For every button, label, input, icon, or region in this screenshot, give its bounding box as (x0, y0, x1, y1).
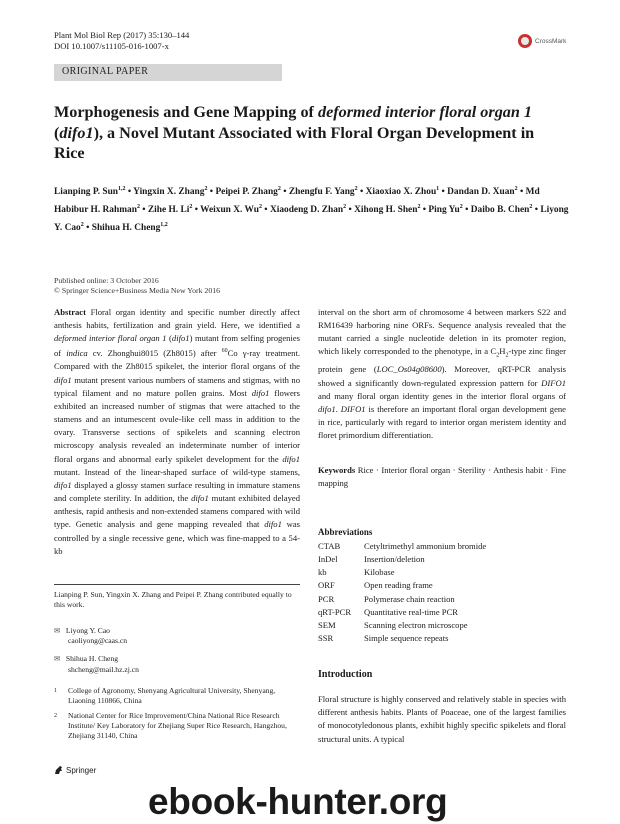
introduction-heading: Introduction (318, 669, 373, 680)
publication-info (54, 276, 220, 296)
author-separator: • (439, 187, 448, 198)
footnote-rule (54, 584, 300, 585)
abbreviation-term: ORF (318, 580, 335, 591)
abbreviation-row (318, 619, 486, 632)
introduction-text: Floral structure is highly conserved and relatively stable in species with different anthesis habits. Plants of Poaceae, one of the largest families of monocotyledonous plants, exhibit highly specific spikelets and floral structural units. A typical (318, 694, 566, 744)
abbreviation-definition: Quantitative real-time PCR (364, 606, 459, 617)
abbreviation-row (318, 566, 486, 579)
author-name[interactable]: Ping Yu$^2$ (428, 204, 463, 216)
abstract-left: Abstract Floral organ identity and specific number directly affect anthesis habits, fertilization and grain yield. Here, we identified a deformed interior floral organ 1 (difo1) mutant from selfing progenies of indica cv. Zhonghui8015 (Zh8015) after $^{60}$Co γ-ray treatment. Compared with the Zh8015 spikelet, the interior floral organs of the difo1 mutant present various numbers of stamens and stigmas, with no typical filament and no mature pollen grains. Most difo1 flowers exhibited an increased number of stigmas that were attached to the stamens and an intumescent ovule-like cell mass in addition to the ovary. Transverse sections of spikelets and scanning electron microscopy analysis revealed an indeterminate number of interior floral organs and abnormal early spikelet development for the difo1 mutant. Instead of the linear-shaped surface of wild-type stamens, difo1 displayed a glossy stamen surface resulting in immature stamens and complete sterility. In addition, the difo1 mutant exhibited delayed anthesis, rapid anthesis and non-extended stamens compared with wild type. Genetic analysis and gene mapping revealed that difo1 was controlled by a single recessive gene, which was fine-mapped to a 54-kb (54, 307, 301, 556)
author-affiliation: 1,2 (118, 186, 126, 192)
journal-header (54, 30, 189, 52)
author-name[interactable]: Liyong Y. Cao$^2$ (54, 205, 569, 234)
author-name[interactable]: Zhengfu F. Yang$^2$ (288, 186, 358, 198)
abstract-right: interval on the short arm of chromosome 4 between markers S22 and RM16439 harboring nine ORFs. Sequence analysis revealed that the mutant carried a single nucleotide deletion in its promoter region, which likely corresponded to the phenotype, in a $C_2H_2$-type zinc finger protein gene (LOC_Os04g08600). Moreover, qRT-PCR analysis showed a significantly down-regulated expression pattern for DIFO1 and many floral organ identity genes in the interior floral organs of difo1. DIFO1 is therefore an important floral organ development gene in rice, particularly with regard to interior organ meristem identity and floret primordium differentiation. (318, 307, 566, 441)
paper-title: Morphogenesis and Gene Mapping of deformed interior floral organ 1 (difo1), a Novel Mutant Associated with Floral Organ Development in Rice (54, 103, 535, 162)
crossmark-badge[interactable]: CrossMark (518, 34, 566, 48)
abbreviation-term: CTAB (318, 541, 341, 551)
author-affiliation: 1 (436, 186, 440, 192)
author-list (54, 182, 574, 236)
author-affiliation: 2 (514, 186, 518, 192)
affiliation-number: 1 (54, 688, 57, 694)
contact-name: Shihua H. Cheng (64, 654, 118, 664)
author-separator: • (420, 205, 429, 216)
author-name[interactable]: Zihe H. Li$^2$ (147, 204, 193, 216)
abbreviation-row (318, 593, 486, 606)
abbreviation-term: SEM (318, 619, 336, 630)
journal-citation: Plant Mol Biol Rep (2017) 35:130–144 (54, 30, 190, 40)
author-separator: • (280, 187, 289, 198)
publisher-logo: Springer (54, 765, 96, 775)
affiliation-text: National Center for Rice Improvement/China National Rice Research Institute/ Key Laboratory for Zhejiang Super Rice Research, Hangzhou, Zhejiang 31140, China (68, 711, 287, 740)
affiliation-list (54, 686, 300, 746)
author-name[interactable]: Shihua H. Cheng$^{1,2}$ (91, 222, 168, 234)
author-affiliation: 1,2 (160, 222, 168, 229)
abbreviation-row (318, 553, 486, 566)
abbreviation-term: SSR (318, 633, 334, 644)
watermark-text: ebook-hunter.org (148, 781, 448, 822)
abbreviations-title: Abbreviations (318, 527, 373, 537)
contact-email[interactable]: shcheng@mail.hz.zj.cn (68, 664, 139, 674)
author-name[interactable]: Lianping P. Sun$^{1,2}$ (54, 186, 126, 198)
author-affiliation: 2 (354, 186, 358, 192)
article-type-banner: ORIGINAL PAPER (54, 64, 282, 81)
author-separator: • (532, 205, 541, 216)
author-name[interactable]: Xiaodeng D. Zhan$^2$ (269, 204, 347, 216)
springer-horse-icon (54, 765, 63, 775)
keywords: Keywords Rice · Interior floral organ · Sterility · Anthesis habit · Fine mapping (318, 465, 566, 489)
abbreviation-definition: Polymerase chain reaction (364, 593, 455, 604)
author-separator: • (517, 187, 526, 198)
author-separator: • (462, 205, 471, 216)
doi[interactable]: DOI 10.1007/s11105-016-1007-x (54, 41, 169, 51)
author-name[interactable]: Xihong H. Shen$^2$ (354, 204, 421, 216)
contact-list (54, 626, 300, 683)
abbreviation-term: InDel (318, 554, 338, 565)
author-separator: • (139, 205, 148, 216)
envelope-icon: ✉ (54, 654, 61, 664)
abbreviation-definition: Insertion/deletion (364, 554, 425, 565)
abbreviation-row (318, 540, 486, 553)
author-affiliation: 2 (459, 204, 463, 211)
abbreviation-definition: Cetyltrimethyl ammonium bromide (364, 541, 487, 551)
author-name[interactable]: Dandan D. Xuan$^2$ (447, 186, 518, 198)
abbreviation-term: kb (318, 567, 327, 578)
author-name[interactable]: Weixun X. Wu$^2$ (200, 204, 262, 216)
author-affiliation: 2 (343, 204, 347, 211)
abstract-label: Abstract (54, 307, 86, 317)
author-affiliation: 2 (189, 204, 193, 211)
author-name[interactable]: Yingxin X. Zhang$^2$ (133, 186, 208, 198)
abbreviation-term: qRT-PCR (318, 606, 352, 617)
contact-entry (54, 654, 300, 674)
abbreviation-row (318, 606, 486, 619)
abbreviations-list (318, 540, 486, 645)
author-separator: • (192, 205, 201, 216)
abbreviation-definition: Open reading frame (364, 580, 433, 591)
equal-contribution-note: Lianping P. Sun, Yingxin X. Zhang and Peipei P. Zhang contributed equally to this work. (54, 590, 292, 609)
author-name[interactable]: Md Habibur H. Rahman$^2$ (54, 187, 540, 216)
contact-email[interactable]: caoliyong@caas.cn (68, 636, 128, 646)
author-affiliation: 2 (529, 204, 533, 211)
author-name[interactable]: Peipei P. Zhang$^2$ (215, 186, 281, 198)
author-separator: • (357, 187, 366, 198)
author-affiliation: 2 (417, 204, 421, 211)
abbreviation-definition: Scanning electron microscope (364, 619, 468, 630)
envelope-icon: ✉ (54, 626, 61, 635)
author-affiliation: 2 (136, 204, 140, 211)
author-separator: • (261, 205, 270, 216)
abbreviation-definition: Kilobase (364, 567, 395, 578)
author-affiliation: 2 (204, 186, 208, 192)
affiliation-text: College of Agronomy, Shenyang Agricultural University, Shenyang, Liaoning 110866, China (68, 686, 276, 705)
abbreviation-definition: Simple sequence repeats (364, 633, 449, 644)
author-separator: • (125, 187, 134, 198)
author-affiliation: 2 (80, 222, 84, 229)
author-name[interactable]: Xiaoxiao X. Zhou$^1$ (365, 186, 440, 198)
published-date: Published online: 3 October 2016 (54, 276, 159, 285)
contact-entry (54, 626, 300, 646)
abbreviation-term: PCR (318, 593, 335, 604)
abbreviation-row (318, 632, 486, 645)
author-separator: • (83, 223, 92, 234)
author-separator: • (207, 187, 216, 198)
affiliation-number: 2 (54, 713, 57, 719)
author-name[interactable]: Daibo B. Chen$^2$ (470, 204, 533, 216)
affiliation-entry (54, 686, 300, 706)
abbreviation-row (318, 579, 486, 592)
affiliation-entry (54, 711, 300, 741)
copyright: © Springer Science+Business Media New York 2016 (54, 286, 221, 295)
contact-name: Liyong Y. Cao (64, 626, 110, 635)
author-affiliation: 2 (277, 186, 281, 192)
author-separator: • (346, 205, 355, 216)
author-affiliation: 2 (258, 204, 262, 211)
crossmark-icon (518, 34, 532, 48)
